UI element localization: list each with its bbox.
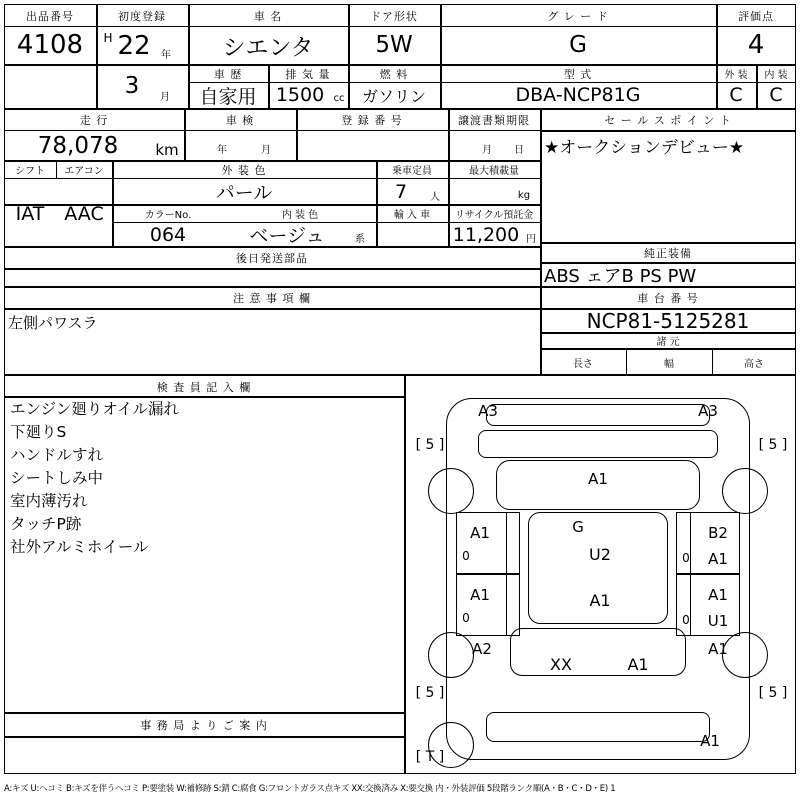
diagram-mark-right-front-door-zero: 0: [682, 551, 690, 565]
diagram-mark-right-front-door: B2: [708, 524, 728, 542]
list-item: ハンドルすれ: [10, 446, 104, 464]
mileage-unit: km: [155, 141, 179, 159]
first-registration-year-unit: 年: [161, 49, 171, 61]
diagram-rear-bumper: [486, 712, 710, 742]
chassis-number-label: 車 台 番 号: [637, 292, 699, 305]
office-body-divider: [4, 736, 404, 738]
diagram-mark-rear-bumper: A1: [700, 732, 720, 750]
registration-number-value: [296, 132, 448, 160]
transfer-month-unit: 月: [482, 144, 492, 156]
exterior-grade-label: 外 装: [724, 70, 748, 81]
car-name-value: シエンタ: [222, 34, 314, 61]
legend-text: A:キズ U:ヘコミ B:キズを伴うヘコミ P:要塗装 W:補修跡 S:錆 C:腐食 G:フロントガラス点キズ XX:交換済み X:要交換 内・外装評価 5段階ランク順(A・B・C・D・E) 1: [4, 784, 616, 794]
diagram-mark-left-front-door: A1: [470, 524, 490, 542]
displacement-value: 1500: [275, 84, 325, 106]
diagram-bracket-right-top: [ 5 ]: [758, 437, 788, 453]
interior-grade-value: C: [769, 84, 783, 106]
car-history-value: 自家用: [199, 85, 257, 107]
later-parts-label: 後日発送部品: [236, 251, 308, 265]
notes-text: 左側パワスラ: [8, 313, 98, 332]
diagram-mark-right-front-door-a1: A1: [708, 550, 728, 568]
diagram-mark-rear-left-quarter: A2: [472, 640, 492, 658]
grade-label: グ レ ー ド: [547, 10, 609, 23]
ac-value: AAC: [64, 203, 104, 225]
max-load-label: 最大積載量: [469, 166, 519, 177]
diagram-mark-center-a1: A1: [589, 590, 611, 610]
list-item: タッチP跡: [10, 515, 82, 533]
first-registration-label: 初度登録: [118, 10, 166, 23]
diagram-bracket-left-bottom: [ 5 ]: [415, 685, 445, 701]
exterior-color-label: 外 装 色: [221, 163, 267, 177]
list-item: シートしみ中: [10, 469, 104, 487]
model-code-value: DBA-NCP81G: [515, 84, 641, 106]
lot-number-label: 出品番号: [26, 10, 74, 23]
diagram-mark-hood: A1: [588, 470, 608, 488]
diagram-front-bumper: [486, 404, 710, 426]
diagram-bracket-bottom: [ T ]: [415, 749, 445, 765]
diagram-rear-window: [510, 628, 686, 676]
interior-color-suffix: 系: [355, 233, 365, 245]
diagram-mark-rear-right-quarter: A1: [708, 640, 728, 658]
factory-equipment-title: 純正装備: [644, 246, 692, 260]
max-load-unit: kg: [517, 189, 531, 201]
diagram-mark-left-rear-door-zero: 0: [462, 611, 470, 625]
header-label-divider-1: [4, 26, 796, 27]
interior-color-value: ベージュ: [249, 225, 325, 246]
fuel-value: ガソリン: [361, 86, 426, 106]
diagram-mark-left-front-door-zero: 0: [462, 549, 470, 563]
diagram-mark-a3-left: A3: [478, 402, 498, 420]
inspection-month-unit: 月: [261, 144, 271, 156]
diagram-mark-right-rear-door-u1: U1: [707, 612, 729, 630]
seats-label: 乗車定員: [392, 166, 432, 177]
notes-title: 注 意 事 項 欄: [233, 292, 311, 305]
ac-label: エアコン: [64, 166, 104, 177]
width-label: 幅: [664, 358, 674, 370]
car-name-label: 車 名: [253, 10, 283, 23]
door-shape-label: ドア形状: [370, 10, 418, 23]
inspector-title: 検 査 員 記 入 欄: [156, 380, 252, 394]
inspection-year-unit: 年: [217, 144, 227, 156]
car-history-label: 車 歴: [213, 67, 243, 81]
interior-grade-label: 内 装: [764, 70, 788, 81]
diagram-bracket-right-bottom: [ 5 ]: [758, 685, 788, 701]
first-registration-month: 3: [124, 73, 140, 99]
diagram-wheel-front-left: [428, 468, 474, 514]
diagram-left-door-split: [506, 512, 507, 636]
list-item: エンジン廻りオイル漏れ: [10, 400, 179, 418]
list-item: 室内薄汚れ: [10, 492, 88, 510]
diagram-mark-glass: G: [572, 518, 584, 536]
mileage-value: 78,078: [37, 133, 119, 159]
diagram-bracket-left-top: [ 5 ]: [415, 437, 445, 453]
color-no-label: カラーNo.: [144, 210, 192, 221]
inspection-label: 車 検: [225, 114, 255, 127]
diagram-hood: [478, 430, 718, 458]
registration-number-label: 登 録 番 号: [341, 114, 403, 127]
v-inspector-diagram-split: [404, 374, 406, 774]
displacement-unit: cc: [333, 92, 345, 104]
sales-point-text: ★オークションデビュー★: [544, 137, 745, 158]
list-item: 下廻りS: [10, 423, 67, 441]
office-notice-title: 事 務 局 よ り ご 案 内: [140, 718, 268, 732]
interior-color-label: 内 装 色: [281, 210, 319, 221]
import-label: 輸 入 車: [393, 210, 431, 221]
diagram-wheel-front-right: [722, 468, 768, 514]
fuel-label: 燃 料: [379, 67, 409, 81]
model-code-label: 型 式: [563, 67, 593, 81]
shift-label: シフト: [15, 166, 45, 177]
diagram-mark-rear-center: A1: [627, 654, 649, 674]
mileage-label: 走 行: [79, 114, 109, 127]
shift-value: IAT: [15, 203, 45, 225]
seats-unit: 人: [430, 191, 440, 203]
grade-value: G: [569, 32, 587, 58]
first-registration-era: H: [103, 31, 113, 45]
factory-equipment-text: ABS ェアB PS PW: [544, 265, 697, 286]
first-registration-year: 22: [117, 31, 151, 61]
displacement-label: 排 気 量: [285, 67, 331, 81]
spec-row1-label-divider: [4, 130, 540, 131]
diagram-mark-a3-right: A3: [698, 402, 718, 420]
seats-value: 7: [394, 180, 408, 203]
length-label: 長さ: [573, 358, 593, 370]
door-shape-value: 5W: [375, 32, 413, 58]
list-item: 社外アルミホイール: [10, 538, 149, 556]
exterior-color-value: パール: [215, 182, 273, 204]
height-label: 高さ: [744, 358, 764, 370]
diagram-mark-rear-xx: XX: [550, 654, 572, 674]
recycle-deposit-label: リサイクル預託金: [454, 210, 534, 221]
score-value: 4: [747, 30, 765, 60]
dimension-label: 諸 元: [656, 337, 680, 348]
diagram-mark-right-rear-door-zero: 0: [682, 613, 690, 627]
spec-block-bottom: [4, 374, 796, 376]
recycle-deposit-value: 11,200: [452, 223, 520, 246]
score-label: 評価点: [738, 10, 774, 23]
diagram-mark-right-rear-door: A1: [708, 586, 728, 604]
color-no-value: 064: [149, 223, 187, 246]
lot-number-value: 4108: [16, 30, 84, 60]
transfer-day-unit: 日: [514, 144, 524, 156]
transfer-deadline-label: 譲渡書類期限: [458, 114, 530, 127]
diagram-mark-center-u2: U2: [589, 544, 611, 564]
recycle-deposit-unit: 円: [526, 233, 536, 245]
inspector-notes-list: [10, 398, 402, 559]
spec-row4-divider: [4, 268, 540, 270]
exterior-grade-value: C: [729, 84, 743, 106]
diagram-mark-left-rear-door: A1: [470, 586, 490, 604]
chassis-number-value: NCP81-5125281: [586, 309, 750, 332]
first-registration-month-unit: 月: [160, 91, 170, 103]
sales-point-title: セ ー ル ス ポ イ ン ト: [604, 114, 732, 127]
